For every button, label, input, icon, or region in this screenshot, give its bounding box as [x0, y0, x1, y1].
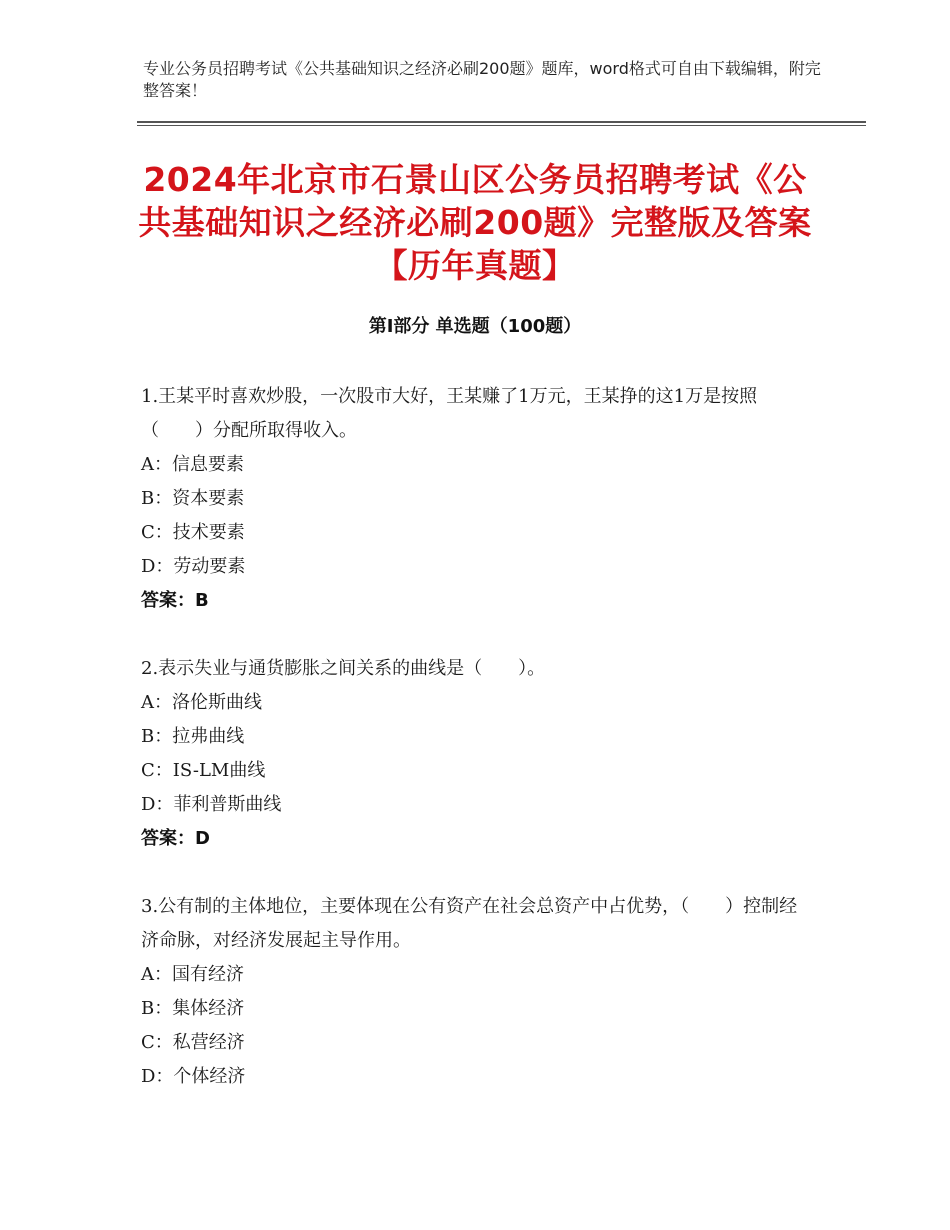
question-option-d: D：个体经济: [141, 1066, 246, 1087]
question-option-c: C：技术要素: [141, 522, 245, 543]
question-answer: 答案：B: [141, 590, 209, 611]
question-option-d: D：菲利普斯曲线: [141, 794, 282, 815]
question-option-a: A：信息要素: [141, 454, 244, 475]
question-spacer: [141, 856, 813, 890]
question-1: [141, 380, 813, 618]
question-option-b: B：拉弗曲线: [141, 726, 245, 747]
question-option-c: C：IS-LM曲线: [141, 760, 266, 781]
question-stem: 3.公有制的主体地位，主要体现在公有资产在社会总资产中占优势，（ ）控制经济命脉，对经济发展起主导作用。: [141, 896, 798, 951]
document-title: 2024年北京市石景山区公务员招聘考试《公共基础知识之经济必刷200题》完整版及答案【历年真题】: [138, 160, 812, 285]
question-answer: 答案：D: [141, 828, 210, 849]
question-stem: 2.表示失业与通货膨胀之间关系的曲线是（ ）。: [141, 658, 546, 679]
header-note: 专业公务员招聘考试《公共基础知识之经济必刷200题》题库，word格式可自由下载编辑，附完整答案！: [143, 59, 821, 100]
question-list: [141, 380, 813, 1094]
header-divider: [137, 121, 866, 127]
question-option-b: B：集体经济: [141, 998, 245, 1019]
question-2: [141, 652, 813, 856]
question-3: [141, 890, 813, 1094]
header-divider-thin: [137, 125, 866, 126]
question-option-c: C：私营经济: [141, 1032, 245, 1053]
question-spacer: [141, 618, 813, 652]
question-option-a: A：洛伦斯曲线: [141, 692, 262, 713]
section-title: 第Ⅰ部分 单选题（100题）: [368, 316, 582, 337]
question-stem: 1.王某平时喜欢炒股，一次股市大好，王某赚了1万元，王某挣的这1万是按照（ ）分配所取得收入。: [141, 386, 758, 441]
header-divider-thick: [137, 121, 866, 123]
question-option-d: D：劳动要素: [141, 556, 246, 577]
question-option-a: A：国有经济: [141, 964, 244, 985]
question-option-b: B：资本要素: [141, 488, 245, 509]
